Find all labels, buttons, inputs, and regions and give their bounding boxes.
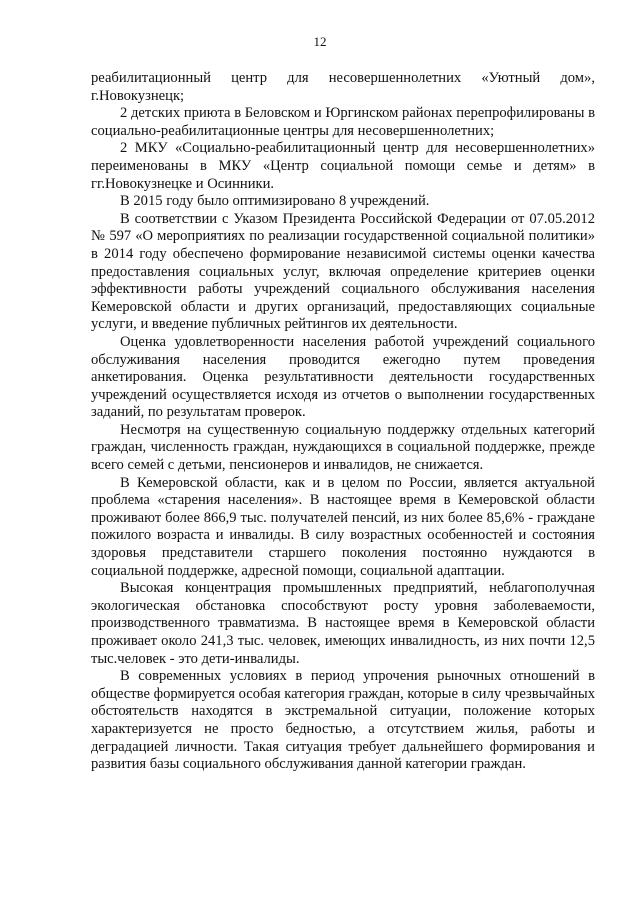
paragraph-shelters: 2 детских приюта в Беловском и Юргинском районах перепрофилированы в социально-реабилитационные центры для несовершеннолетних; [91, 105, 595, 139]
paragraph-market-relations: В современных условиях в период упрочения рыночных отношений в обществе формируется особая категория граждан, которые в силу чрезвычайных обстоятельств находятся в экстремальной ситуации, положение которых характеризуется не просто бедностью, а отсутствием жилья, работы и деградацией личности. Такая ситуация требует дальнейшего формирования и развития базы социального обслуживания данной категории граждан. [91, 668, 595, 773]
paragraph-presidential-decree: В соответствии с Указом Президента Российской Федерации от 07.05.2012 № 597 «О мероприятиях по реализации государственной социальной политики» в 2014 году обеспечено формирование независимой системы оценки качества предоставления социальных услуг, включая определение критериев оценки эффективности работы учреждений социального обслуживания населения Кемеровской области и других организаций, предоставляющих социальные услуги, и введение публичных рейтингов их деятельности. [91, 210, 595, 333]
paragraph-social-support: Несмотря на существенную социальную поддержку отдельных категорий граждан, численность граждан, нуждающихся в социальной поддержке, прежде всего семей с детьми, пенсионеров и инвалидов, не снижается. [91, 421, 595, 474]
paragraph-optimized-2015: В 2015 году было оптимизировано 8 учреждений. [120, 193, 430, 210]
paragraph-industrial-concentration: Высокая концентрация промышленных предприятий, неблагополучная экологическая обстановка способствуют росту уровня заболеваемости, производственного травматизма. В настоящее время в Кемеровской области проживает около 241,3 тыс. человек, имеющих инвалидность, из них почти 12,5 тыс.человек - это дети-инвалиды. [91, 580, 595, 667]
body-text [91, 70, 595, 774]
paragraph-renamed-centers: 2 МКУ «Социально-реабилитационный центр для несовершеннолетних» переименованы в МКУ «Центр социальной помощи семье и детям» в гг.Новокузнецке и Осинники. [91, 140, 595, 192]
page-number: 12 [313, 34, 327, 49]
paragraph-continuation-center: реабилитационный центр для несовершеннолетних «Уютный дом», г.Новокузнецк; [91, 70, 595, 104]
paragraph-population-ageing: В Кемеровской области, как и в целом по России, является актуальной проблема «старения населения». В настоящее время в Кемеровской области проживают более 866,9 тыс. получателей пенсий, из них более 85,6% - граждане пожилого возраста и инвалиды. В силу возрастных особенностей и состояния здоровья представители старшего поколения постоянно нуждаются в социальной поддержке, адресной помощи, социальной адаптации. [91, 474, 595, 579]
paragraph-satisfaction-assessment: Оценка удовлетворенности населения работой учреждений социального обслуживания населения проводится ежегодно путем проведения анкетирования. Оценка результативности деятельности государственных учреждений осуществляется исходя из отчетов о выполнении государственных заданий, по результатам проверок. [91, 333, 595, 421]
